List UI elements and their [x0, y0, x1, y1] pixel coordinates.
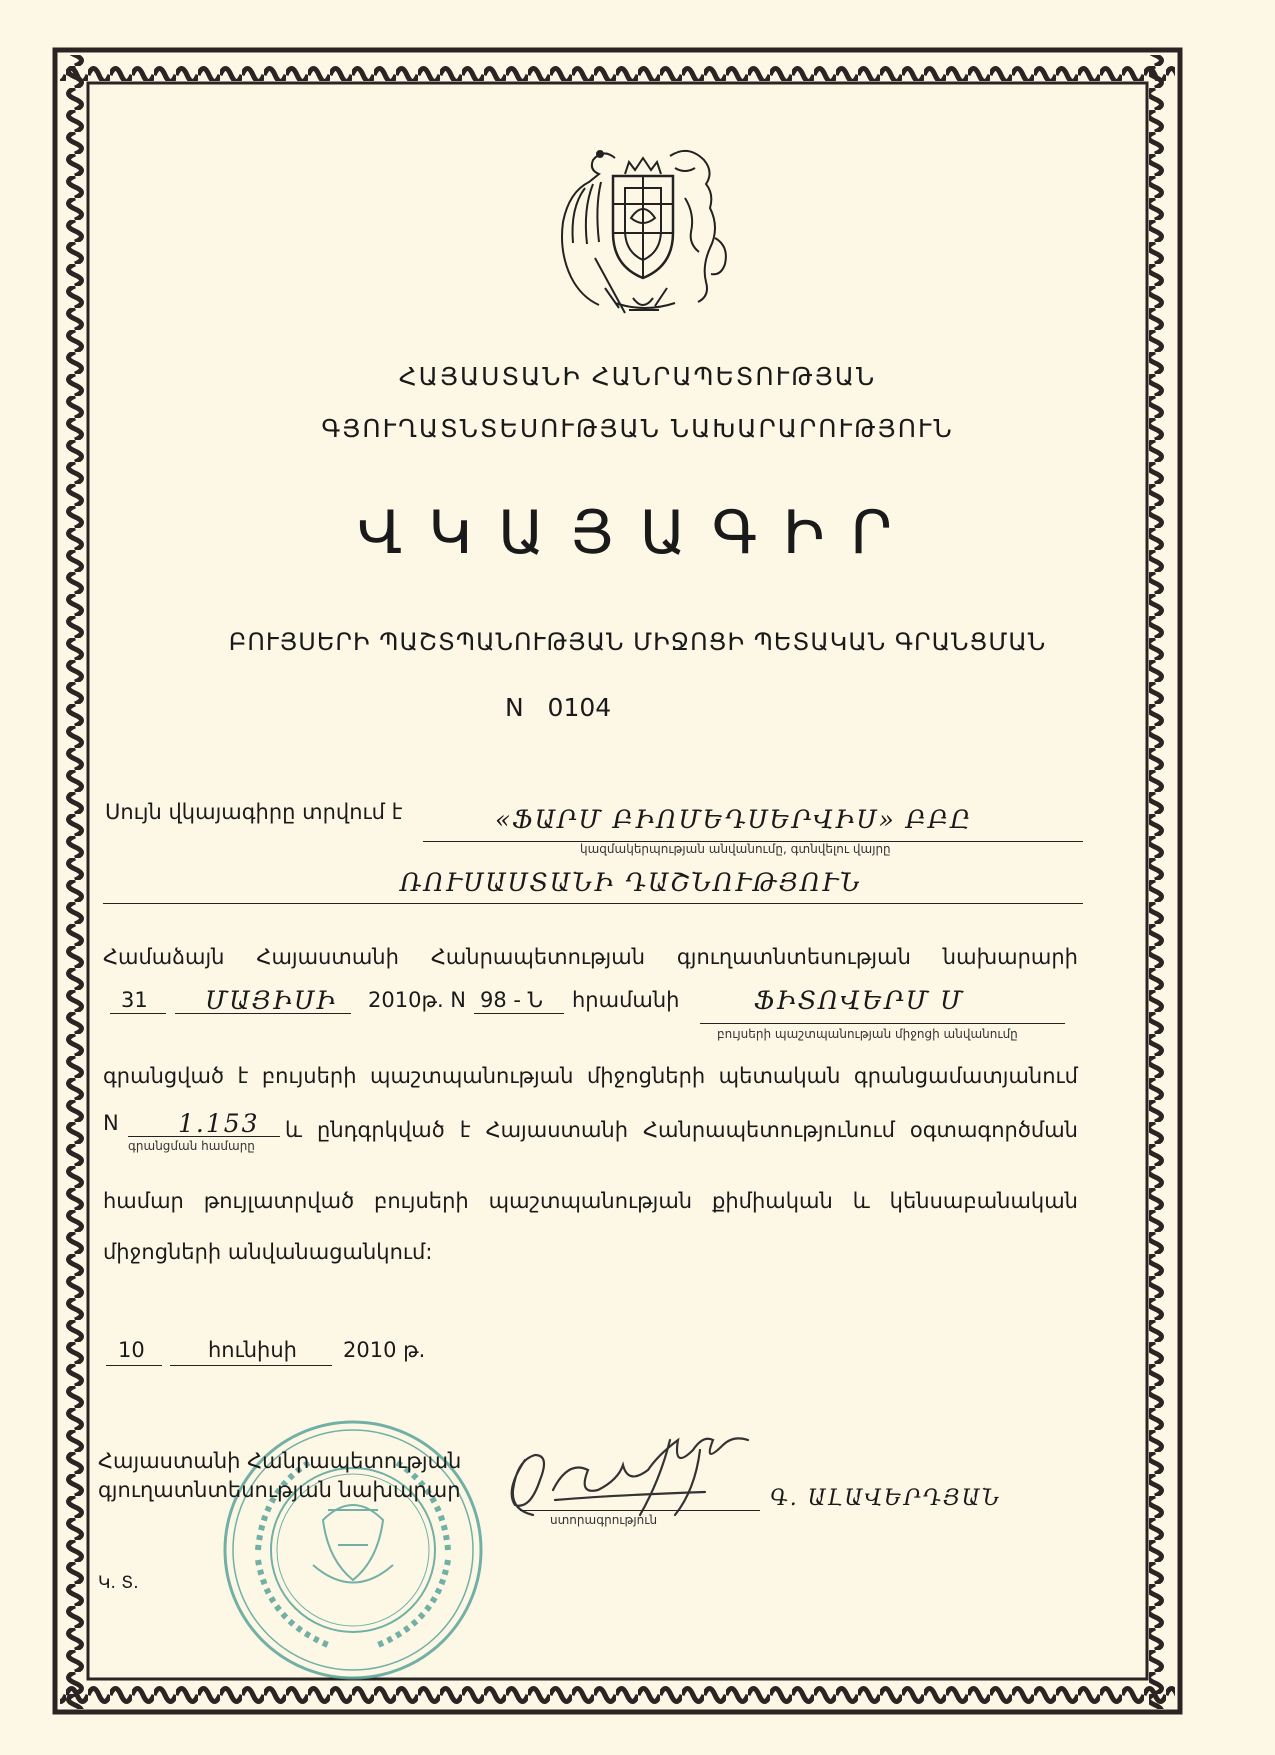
ministry-header-line1: ՀԱՅԱՍՏԱՆԻ ՀԱՆՐԱՊԵՏՈՒԹՅԱՆ — [398, 362, 877, 391]
certificate-subtitle: ԲՈՒՅՍԵՐԻ ՊԱՇՏՊԱՆՈՒԹՅԱՆ ՄԻՋՈՑԻ ՊԵՏԱԿԱՆ ԳՐԱՆՑՄԱՆ — [228, 628, 1047, 656]
company-caption: կազմակերպության անվանումը, գտնվելու վայրը — [580, 842, 891, 856]
company-name: «ՖԱՐՄ ԲԻՈՄԵԴՍԵՐՎԻՍ» ԲԲԸ — [495, 805, 973, 834]
registry-number: 1.153 — [178, 1109, 260, 1138]
certificate-title: ՎԿԱՅԱԳԻՐ — [357, 498, 918, 568]
issued-to-label: Սույն վկայագիրը տրվում է — [105, 800, 403, 824]
decree-intro: Համաձայն Հայաստանի Հանրապետության գյուղատնտեսության նախարարի — [103, 945, 1078, 969]
product-name: ՖԻՏՈՎԵՐՄ Մ — [754, 986, 965, 1015]
registry-caption: գրանցման համարը — [128, 1139, 255, 1153]
company-country: ՌՈՒՍԱՍՏԱՆԻ ԴԱՇՆՈՒԹՅՈՒՆ — [400, 868, 862, 897]
body-line4: միջոցների անվանացանկում: — [103, 1240, 433, 1264]
body-line3: համար թույլատրված բույսերի պաշտպանության քիմիական և կենսաբանական — [103, 1189, 1078, 1213]
seal-place-label: Կ. Տ. — [98, 1573, 139, 1593]
registry-n-label: N — [103, 1111, 119, 1135]
certificate-number: N 0104 — [505, 693, 612, 722]
signature-line — [520, 1510, 760, 1511]
signatory-name: Գ. ԱԼԱՎԵՐԴՅԱՆ — [770, 1486, 1002, 1511]
order-number: 98 - Ն — [480, 988, 543, 1012]
body-line1: գրանցված է բույսերի պաշտպանության միջոցների պետական գրանցամատյանում — [103, 1064, 1078, 1088]
coat-of-arms-emblem — [545, 138, 740, 318]
product-caption: բույսերի պաշտպանության միջոցի անվանումը — [717, 1027, 1018, 1041]
issue-day-line — [106, 1365, 162, 1366]
issue-day: 10 — [118, 1338, 145, 1362]
decree-year: 2010թ. N — [368, 988, 467, 1012]
country-line — [103, 903, 1083, 904]
decree-month: ՄԱՅԻՍԻ — [205, 986, 338, 1015]
issue-year: 2010 թ. — [343, 1338, 426, 1362]
body-line2: և ընդգրկված է Հայաստանի Հանրապետությունում օգտագործման — [285, 1118, 1078, 1142]
signatory-title-line2: գյուղատնտեսության նախարար — [98, 1478, 461, 1502]
order-number-line — [474, 1013, 564, 1014]
signatory-title-line1: Հայաստանի Հանրապետության — [98, 1449, 462, 1473]
decree-day: 31 — [121, 988, 148, 1012]
product-line — [700, 1023, 1065, 1024]
decree-day-line — [110, 1013, 166, 1014]
issue-month: հունիսի — [208, 1338, 297, 1362]
issue-month-line — [170, 1365, 332, 1366]
order-word: հրամանի — [572, 988, 680, 1012]
signature-caption: ստորագրություն — [550, 1513, 658, 1527]
ministry-header-line2: ԳՅՈՒՂԱՏՆՏԵՍՈՒԹՅԱՆ ՆԱԽԱՐԱՐՈՒԹՅՈՒՆ — [321, 414, 954, 443]
